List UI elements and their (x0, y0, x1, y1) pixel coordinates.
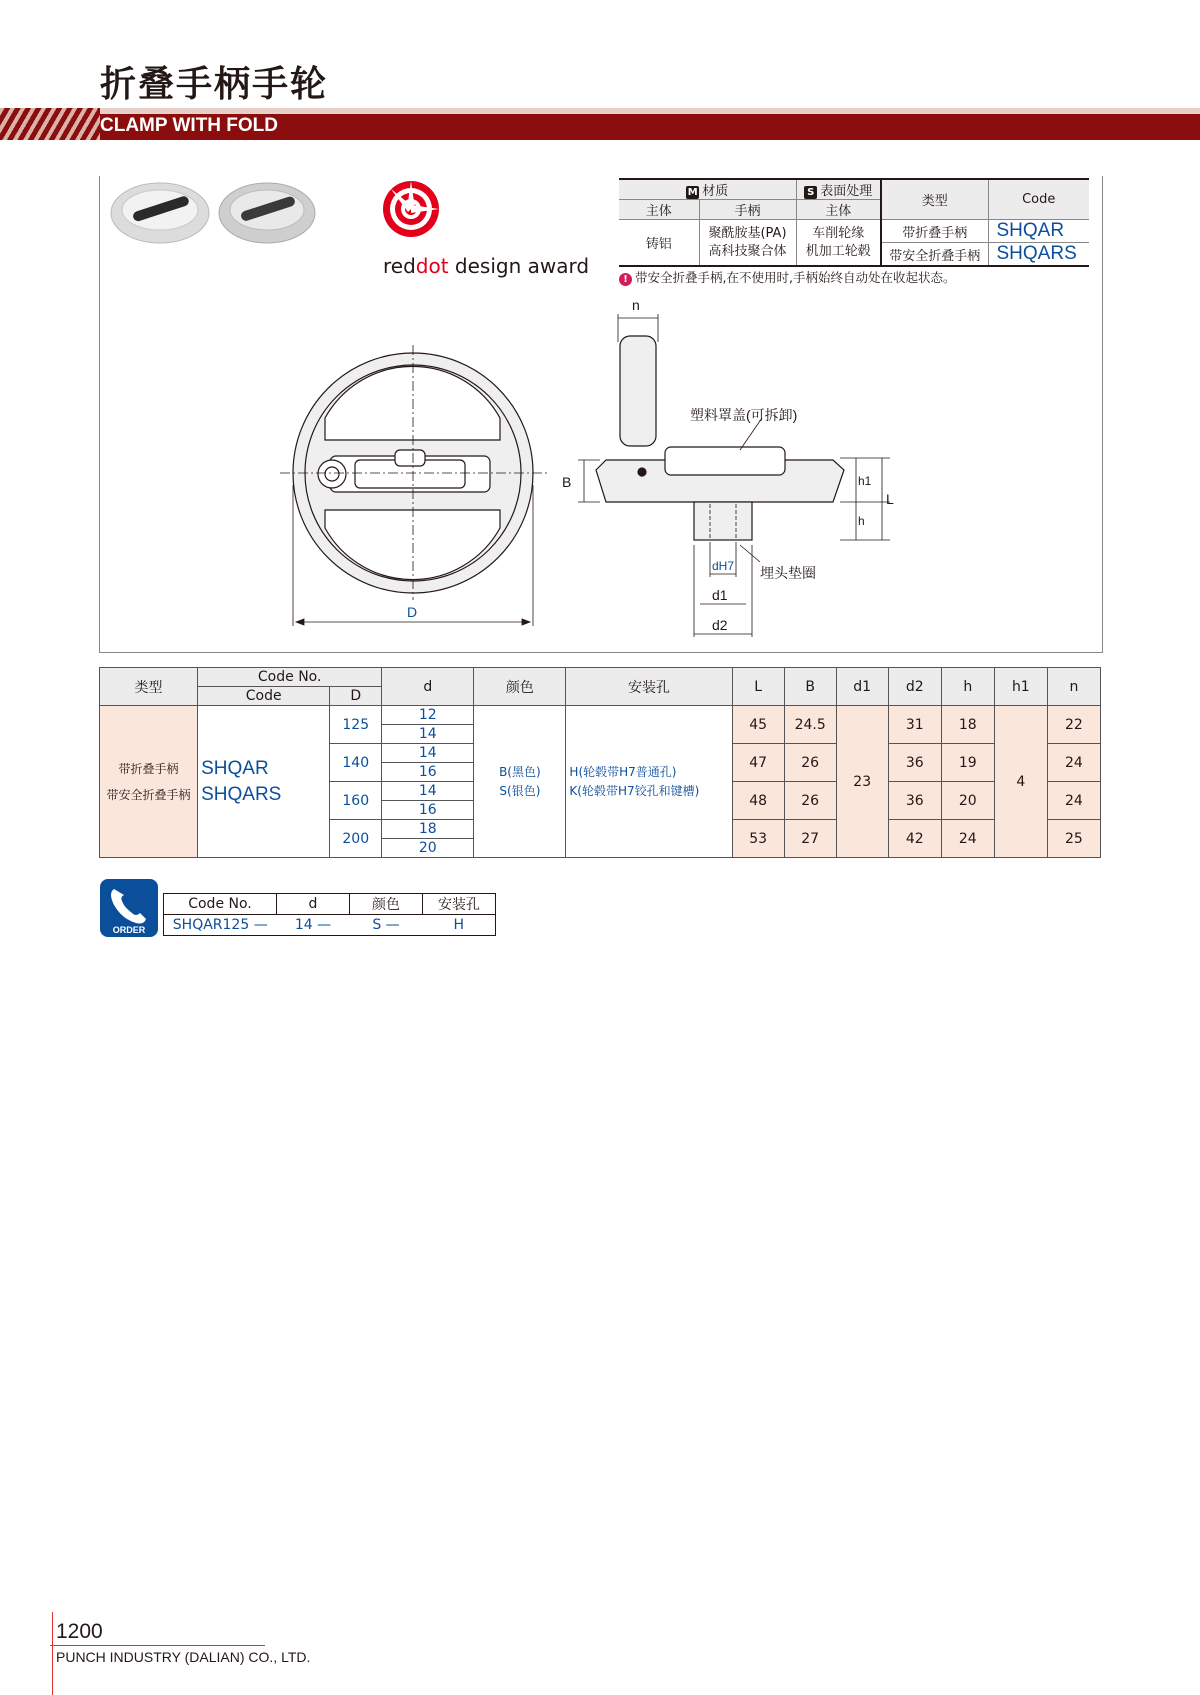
d1-value: 23 (836, 706, 888, 858)
body-label: 主体 (619, 200, 699, 220)
order-example-code (164, 915, 277, 936)
reddot-word-rest: design award (448, 254, 590, 278)
surface-badge-icon: S (804, 186, 817, 199)
n-value: 24 (1047, 744, 1100, 782)
color-1: B(黑色) (499, 764, 541, 779)
col-d: d (382, 668, 474, 706)
product-photos (110, 180, 320, 246)
label-B: B (562, 474, 572, 490)
spec-row-type: 带安全折叠手柄 (881, 243, 988, 267)
color-2: S(银色) (499, 783, 541, 798)
d-value: 18 (382, 820, 474, 839)
order-example-part: 14 (294, 917, 313, 933)
label-d2: d2 (712, 617, 728, 633)
B-value: 26 (784, 744, 836, 782)
type-2: 带安全折叠手柄 (106, 787, 191, 802)
spec-row-code: SHQARS (988, 243, 1089, 267)
order-example-table (163, 893, 496, 936)
spec-row-type: 带折叠手柄 (881, 220, 988, 243)
page-number: 1200 (56, 1620, 103, 1643)
order-icon (100, 879, 158, 937)
mount-cell (566, 706, 732, 858)
h-value: 19 (941, 744, 994, 782)
order-example-sep: — (317, 917, 332, 933)
product-photo-black-handle (111, 183, 209, 243)
order-header: d (277, 894, 350, 915)
technical-drawing (100, 290, 1100, 650)
page-subtitle: CLAMP WITH FOLD (100, 115, 279, 136)
order-header: 颜色 (350, 894, 423, 915)
col-mount: 安装孔 (566, 668, 732, 706)
footer-divider-vertical (52, 1612, 53, 1695)
h-value: 18 (941, 706, 994, 744)
order-example-color (350, 915, 423, 936)
d-value: 16 (382, 763, 474, 782)
title-band-highlight (0, 108, 1200, 114)
d-value: 12 (382, 706, 474, 725)
h1-value: 4 (994, 706, 1047, 858)
side-view (596, 336, 844, 540)
L-value: 48 (732, 782, 784, 820)
type-1: 带折叠手柄 (118, 761, 179, 776)
order-example-part: SHQAR125 (172, 917, 250, 933)
d2-value: 36 (888, 782, 941, 820)
L-value: 47 (732, 744, 784, 782)
d-value: 14 (382, 725, 474, 744)
d-value: 14 (382, 782, 474, 801)
D-value: 160 (330, 782, 382, 820)
label-n: n (632, 297, 640, 313)
col-L: L (732, 668, 784, 706)
B-value: 27 (784, 820, 836, 858)
surface-label: 表面处理 (820, 184, 873, 199)
col-code: Code (198, 687, 330, 706)
body-material: 铸铝 (619, 220, 699, 267)
label-h1: h1 (858, 474, 872, 488)
d-value: 14 (382, 744, 474, 763)
handle-label: 手柄 (699, 200, 796, 220)
reddot-award-text (383, 254, 589, 278)
code-2: SHQARS (201, 783, 282, 805)
h-value: 20 (941, 782, 994, 820)
label-cap: 塑料罩盖(可拆卸) (690, 407, 798, 423)
company-name: PUNCH INDUSTRY (DALIAN) CO., LTD. (56, 1649, 311, 1665)
D-value: 200 (330, 820, 382, 858)
col-color: 颜色 (474, 668, 566, 706)
spec-type-header: 类型 (881, 179, 988, 220)
order-example-part: H (453, 917, 465, 933)
n-value: 25 (1047, 820, 1100, 858)
col-type: 类型 (100, 668, 198, 706)
col-d2: d2 (888, 668, 941, 706)
col-D: D (330, 687, 382, 706)
d2-value: 42 (888, 820, 941, 858)
col-h: h (941, 668, 994, 706)
order-example-sep: — (385, 917, 400, 933)
D-value: 125 (330, 706, 382, 744)
d-value: 20 (382, 839, 474, 858)
L-value: 45 (732, 706, 784, 744)
code-cell (198, 706, 330, 858)
order-example-mount (423, 915, 496, 936)
surface-body-label: 主体 (796, 200, 881, 220)
product-photo-silver-handle (219, 183, 315, 243)
front-view (280, 345, 550, 600)
B-value: 24.5 (784, 706, 836, 744)
d2-value: 31 (888, 706, 941, 744)
order-example-sep: — (253, 917, 268, 933)
material-label: 材质 (702, 184, 729, 199)
label-L: L (886, 491, 894, 507)
spec-row-code: SHQAR (988, 220, 1089, 243)
footer-divider (50, 1645, 265, 1646)
col-n: n (1047, 668, 1100, 706)
handle-material (699, 220, 796, 267)
order-header: 安装孔 (423, 894, 496, 915)
L-value: 53 (732, 820, 784, 858)
color-cell (474, 706, 566, 858)
warning-icon: ! (619, 273, 632, 286)
dimension-table (99, 667, 1101, 858)
d2-value: 36 (888, 744, 941, 782)
h-value: 24 (941, 820, 994, 858)
label-D: D (407, 604, 418, 620)
order-example-d (277, 915, 350, 936)
material-badge-icon: M (687, 187, 698, 198)
col-d1: d1 (836, 668, 888, 706)
d-value: 16 (382, 801, 474, 820)
order-header: Code No. (164, 894, 277, 915)
spec-note (619, 268, 955, 286)
surface-line-2: 机加工轮毂 (805, 243, 871, 259)
D-value: 140 (330, 744, 382, 782)
reddot-word-red: red (383, 254, 416, 278)
n-value: 22 (1047, 706, 1100, 744)
type-cell (100, 706, 198, 858)
spec-code-header: Code (988, 179, 1089, 220)
label-dH7: dH7 (712, 559, 735, 573)
spec-note-text: 带安全折叠手柄,在不使用时,手柄始终自动处在收起状态。 (635, 270, 956, 285)
label-bushing: 埋头垫圈 (760, 565, 816, 581)
order-icon-label: ORDER (112, 925, 146, 935)
label-d1: d1 (712, 587, 728, 603)
surface-line-1: 车削轮缘 (812, 225, 865, 241)
handle-material-line-2: 高科技聚合体 (708, 243, 787, 259)
order-example-part: S (372, 917, 382, 933)
surface-treatment (796, 220, 881, 267)
code-1: SHQAR (201, 757, 269, 779)
reddot-logo (381, 179, 441, 239)
phone-icon (100, 879, 158, 937)
mount-2: K(轮毂带H7铰孔和键槽) (569, 783, 700, 798)
spec-table (619, 178, 1089, 267)
n-value: 24 (1047, 782, 1100, 820)
handle-material-line-1: 聚酰胺基(PA) (708, 225, 787, 241)
B-value: 26 (784, 782, 836, 820)
page-title: 折叠手柄手轮 (100, 64, 329, 105)
col-B: B (784, 668, 836, 706)
title-band-pattern (0, 108, 100, 140)
mount-1: H(轮毂带H7普通孔) (569, 764, 677, 779)
col-h1: h1 (994, 668, 1047, 706)
label-h: h (858, 514, 865, 528)
reddot-word-dot: dot (415, 254, 449, 278)
col-code-no: Code No. (198, 668, 382, 687)
